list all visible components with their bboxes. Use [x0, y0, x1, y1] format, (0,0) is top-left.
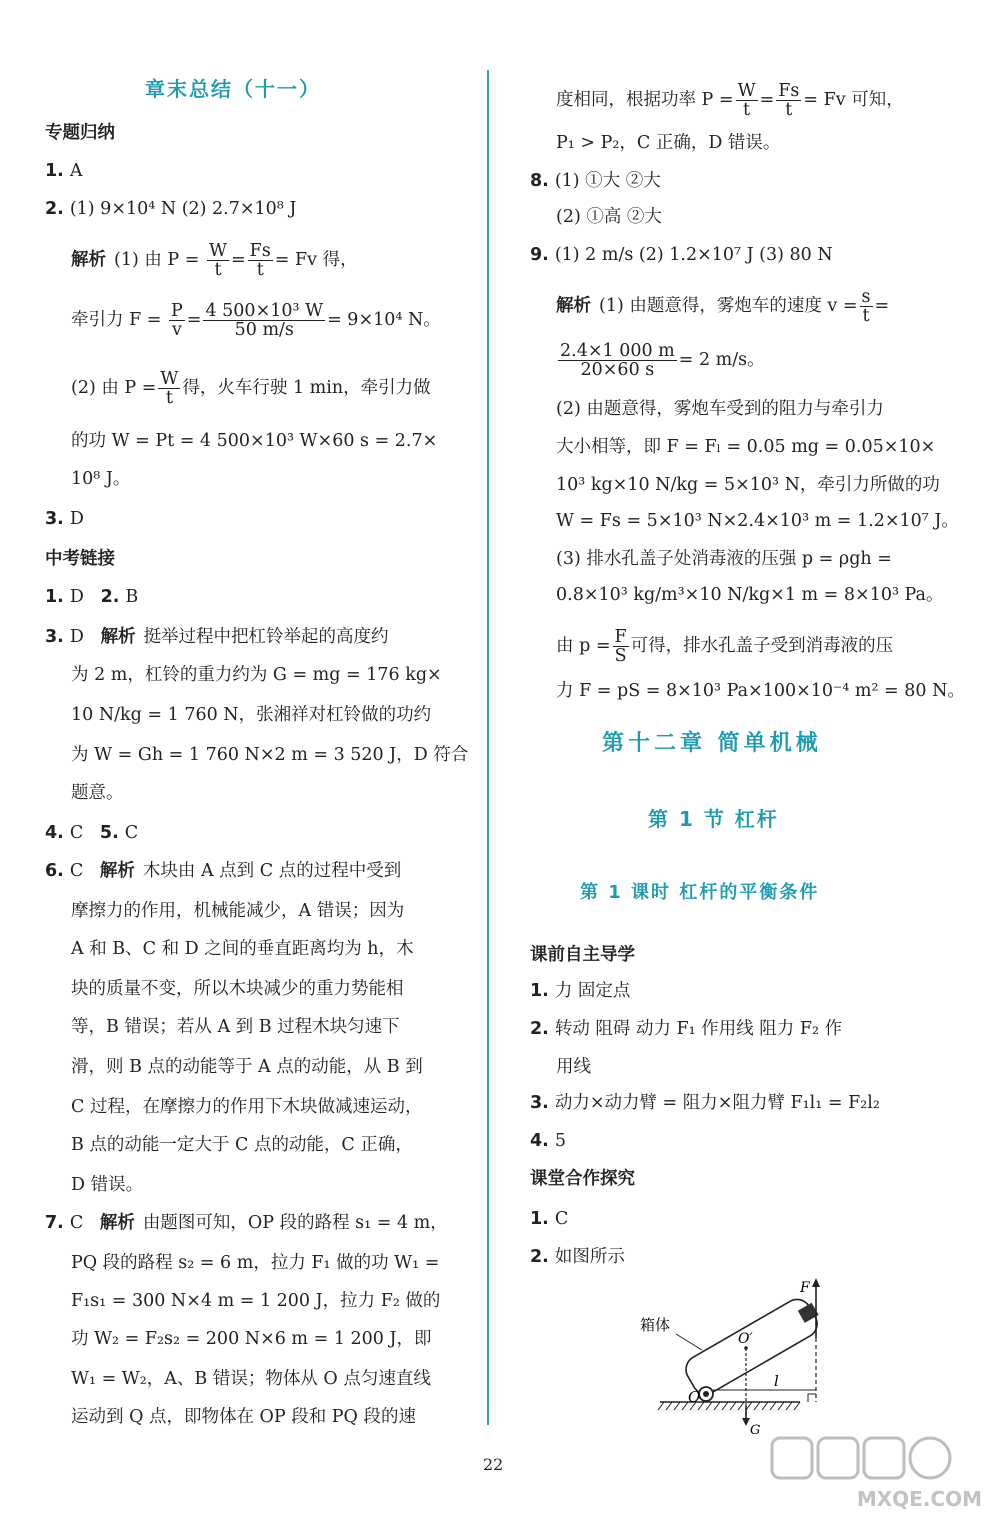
answer-item: 9. (1) 2 m/s (2) 1.2×10⁷ J (3) 80 N [530, 245, 833, 265]
analysis-line: PQ 段的路程 s₂ = 6 m，拉力 F₁ 做的功 W₁ = [71, 1253, 440, 1273]
analysis-line: C 过程，在摩擦力的作用下木块做减速运动， [71, 1097, 423, 1117]
answer-item: 2. 转动 阻碍 动力 F₁ 作用线 阻力 F₂ 作 [530, 1019, 843, 1039]
analysis-line: 度相同，根据功率 P = $\frac{W}{t}$ = $\frac{Fs}{t}$ = Fv 可知， [556, 81, 904, 120]
answer-item: 用线 [556, 1057, 591, 1077]
label-G: G [750, 1423, 761, 1438]
analysis-line: B 点的动能一定大于 C 点的动能，C 正确， [71, 1135, 413, 1155]
analysis-line: 解析 (1) 由 P = $\frac{W}{t}$ = $\frac{Fs}{t}$ = Fv 得， [71, 241, 358, 280]
answer-item: 7. C 解析 由题图可知，OP 段的路程 s₁ = 4 m， [45, 1213, 448, 1233]
analysis-line: 摩擦力的作用，机械能减少，A 错误；因为 [71, 901, 405, 921]
label-l: l [774, 1372, 779, 1390]
answer-item: 2. (1) 9×10⁴ N (2) 2.7×10⁸ J [45, 199, 297, 219]
answer-item: 1. D 2. B [45, 587, 139, 607]
analysis-line: 运动到 Q 点，即物体在 OP 段和 PQ 段的速 [71, 1407, 416, 1427]
analysis-line: 力 F = pS = 8×10³ Pa×100×10⁻⁴ m² = 80 N。 [556, 681, 965, 701]
analysis-line: W = Fs = 5×10³ N×2.4×10³ m = 1.2×10⁷ J。 [556, 511, 959, 531]
analysis-line: 10⁸ J。 [71, 469, 131, 489]
answer-item: 3. D 解析 挺举过程中把杠铃举起的高度约 [45, 627, 389, 647]
analysis-line: 牵引力 F = $\frac{P}{v}$ = $\frac{\text{4 500×10³ W}}{50 m/s}$ = 9×10⁴ N。 [71, 301, 441, 340]
analysis-line: (2) 由题意得，雾炮车受到的阻力与牵引力 [556, 399, 884, 419]
column-divider [487, 70, 489, 1425]
section-title: 第 1 节 杠杆 [648, 807, 779, 831]
label-box: 箱体 [640, 1316, 671, 1334]
analysis-line: 功 W₂ = F₂s₂ = 200 N×6 m = 1 200 J，即 [71, 1329, 432, 1349]
analysis-line: 0.8×10³ kg/m³×10 N/kg×1 m = 8×10³ Pa。 [556, 585, 944, 605]
analysis-line: 由 p = $\frac{F}{S}$ 可得，排水孔盖子受到消毒液的压 [556, 627, 894, 666]
analysis-line: 等，B 错误；若从 A 到 B 过程木块匀速下 [71, 1017, 400, 1037]
answer-item: 6. C 解析 木块由 A 点到 C 点的过程中受到 [45, 861, 402, 881]
fraction: $\frac{P}{v}$ [171, 301, 183, 340]
answer-item: 8. (1) ①大 ②大 [530, 171, 661, 191]
analysis-line: D 错误。 [71, 1175, 144, 1195]
analysis-line: (2) 由 P = $\frac{W}{t}$ 得，火车行驶 1 min，牵引力做 [71, 369, 431, 408]
analysis-line: 解析 (1) 由题意得，雾炮车的速度 v = $\frac{s}{t}$ = [556, 287, 890, 326]
answer-item: 3. D [45, 509, 84, 529]
label-O-prime: O′ [738, 1331, 753, 1347]
fraction: $\frac{s}{t}$ [861, 287, 871, 326]
analysis-line: 为 2 m，杠铃的重力约为 G = mg = 176 kg× [71, 665, 442, 685]
lever-diagram [630, 1278, 830, 1438]
watermark-logo [770, 1432, 980, 1482]
watermark-text: MXQE.COM [856, 1487, 982, 1511]
analysis-line: A 和 B、C 和 D 之间的垂直距离均为 h，木 [71, 939, 414, 959]
answer-item: 1. 力 固定点 [530, 981, 631, 1001]
fraction: $\frac{\text{4 500×10³ W}}{50 m/s}$ [205, 301, 324, 340]
section-heading: 课堂合作探究 [530, 1169, 635, 1189]
analysis-line: P₁ > P₂，C 正确，D 错误。 [556, 133, 781, 153]
analysis-line: F₁s₁ = 300 N×4 m = 1 200 J，拉力 F₂ 做的 [71, 1291, 441, 1311]
analysis-line: 10³ kg×10 N/kg = 5×10³ N，牵引力所做的功 [556, 475, 940, 495]
analysis-line: 为 W = Gh = 1 760 N×2 m = 3 520 J，D 符合 [71, 745, 469, 765]
fraction: $\frac{Fs}{t}$ [778, 81, 800, 120]
analysis-line: $\frac{2.4\times 1 000 m}{20\times 60 s}$ = 2 m/s。 [560, 341, 765, 380]
fraction: $\frac{W}{t}$ [737, 81, 756, 120]
answer-item: 4. 5 [530, 1131, 566, 1151]
label-O: O [688, 1388, 701, 1406]
fraction: $\frac{2.4\times 1 000 m}{20\times 60 s}$ [560, 341, 675, 380]
analysis-line: 题意。 [71, 783, 124, 803]
label-F: F [800, 1280, 810, 1296]
section-heading: 中考链接 [45, 549, 115, 569]
analysis-line: 大小相等，即 F = Fₗ = 0.05 mg = 0.05×10× [556, 437, 936, 457]
analysis-line: W₁ = W₂，A、B 错误；物体从 O 点匀速直线 [71, 1369, 431, 1389]
answer-item: 1. A [45, 161, 83, 181]
answer-item: 4. C 5. C [45, 823, 139, 843]
fraction: $\frac{F}{S}$ [614, 627, 627, 666]
page-number: 22 [483, 1455, 504, 1474]
fraction: $\frac{W}{t}$ [160, 369, 179, 408]
fraction: $\frac{W}{t}$ [209, 241, 227, 280]
chapter-summary-title: 章末总结（十一） [145, 77, 321, 101]
section-heading: 课前自主导学 [530, 945, 635, 965]
answer-item: 2. 如图所示 [530, 1247, 625, 1267]
chapter-title: 第十二章 简单机械 [602, 731, 822, 756]
answer-item: (2) ①高 ②大 [556, 207, 662, 227]
fraction: $\frac{Fs}{t}$ [249, 241, 271, 280]
lesson-title: 第 1 课时 杠杆的平衡条件 [580, 882, 820, 903]
analysis-line: 10 N/kg = 1 760 N，张湘祥对杠铃做的功约 [71, 705, 432, 725]
answer-item: 1. C [530, 1209, 569, 1229]
analysis-line: (3) 排水孔盖子处消毒液的压强 p = ρgh = [556, 549, 892, 569]
answer-item: 3. 动力×动力臂 = 阻力×阻力臂 F₁l₁ = F₂l₂ [530, 1093, 880, 1113]
analysis-line: 滑，则 B 点的动能等于 A 点的动能，从 B 到 [71, 1057, 423, 1077]
section-heading: 专题归纳 [45, 123, 115, 143]
analysis-line: 的功 W = Pt = 4 500×10³ W×60 s = 2.7× [71, 431, 438, 451]
analysis-line: 块的质量不变，所以木块减少的重力势能相 [71, 979, 404, 999]
